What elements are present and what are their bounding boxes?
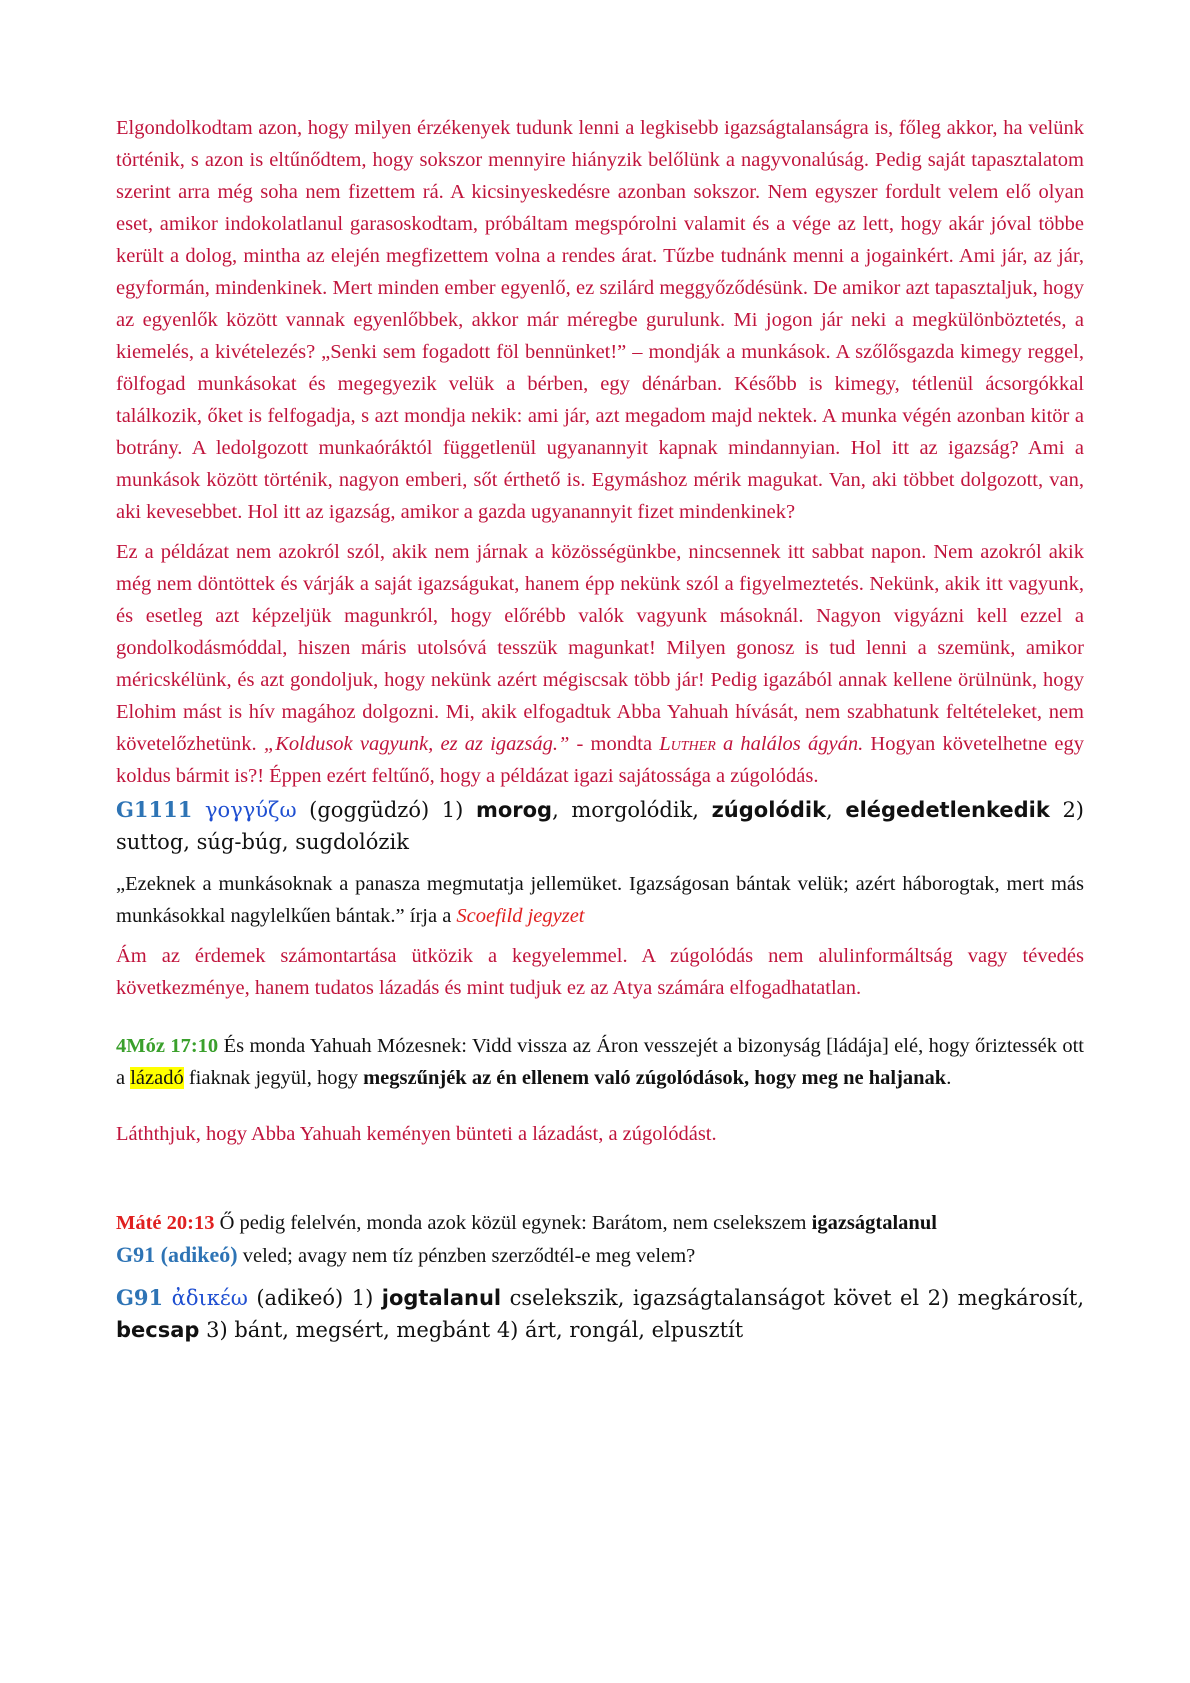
parable-text: Ez a példázat nem azokról szól, akik nem járnak a közösségünkbe, nincsennek itt sabbat napon. Nem azokról akik még nem döntöttek és várják a saját igazságukat, hanem épp nekünk szól a figyelmeztetés. Nekünk, akik itt vagyunk, és esetleg azt képzeljük magunkról, hogy előrébb valók vagyunk másoknál. Nagyon vigyázni kell ezzel a gondolkodásmóddal, hiszen máris utolsóvá tesszük magunkat! Milyen gonosz is tud lenni a szemünk, amikor méricskélünk, és azt gondoljuk, hogy nekünk azért mégiscsak több jár! Pedig igazából annak kellene örülnünk, hogy Elohim mást is hív magához dolgozni. Mi, akik elfogadtuk Abba Yahuah hívását, nem szabhatunk feltételeket, nem követelőzhetünk. (116, 541, 1084, 755)
verse-text: veled; avagy nem tíz pénzben szerződtél-e meg velem? (237, 1245, 696, 1267)
highlighted-word: lázadó (130, 1067, 184, 1089)
verse-text: fiaknak jegyül, hogy (183, 1067, 364, 1089)
document-page (116, 112, 1084, 1346)
definition-bold: zúgolódik (711, 798, 827, 822)
strongs-code: G1111 (116, 797, 193, 822)
verse-bold: igazságtalanul (811, 1212, 937, 1234)
verse-text: És monda Yahuah Mózesnek: Vidd vissza az Áron vesszejét a bizonyság [ládája] elé, hogy őriztessék ott a (116, 1035, 1084, 1089)
strongs-entry-g1111 (116, 794, 1084, 858)
verse-reference: 4Móz 17:10 (116, 1035, 219, 1057)
definition-bold: jogtalanul (381, 1286, 502, 1310)
greek-word: γογγύζω (205, 798, 297, 822)
verse-text: Ő pedig felelvén, monda azok közül egynek: Barátom, nem cselekszem (214, 1212, 812, 1234)
deathbed-text: a halálos ágyán. (715, 733, 864, 755)
strongs-entry-g91 (116, 1282, 1084, 1346)
definition-text: cselekszik, igazságtalanságot követ el 2) megkárosít, (501, 1286, 1084, 1310)
definition-text: , (826, 798, 846, 822)
paragraph-punishment: Láththjuk, hogy Abba Yahuah keményen bünteti a lázadást, a zúgolódást. (116, 1123, 717, 1145)
transliteration: (goggüdzó) 1) (296, 798, 476, 822)
verse-text: . (946, 1067, 952, 1089)
scofield-text: „Ezeknek a munkásoknak a panasza megmutatja jellemüket. Igazságosan bántak velük; azért háborogtak, mert más munkásokkal nagylelkűen bántak.” írja a (116, 873, 1084, 927)
paragraph-grace: Ám az érdemek számontartása ütközik a kegyelemmel. A zúgolódás nem alulinformáltság vagy tévedés következménye, hanem tudatos lázadás és mint tudjuk ez az Atya számára elfogadhatatlan. (116, 945, 1084, 999)
greek-word: ἀδικέω (171, 1286, 248, 1310)
definition-bold: morog (475, 798, 553, 822)
definition-text: 2) suttog, súg-búg, sugdolózik (116, 798, 1084, 854)
scofield-quote (116, 868, 1084, 932)
scofield-source: Scoefild jegyzet (456, 905, 585, 927)
luther-quote: „Koldusok vagyunk, ez az igazság.” (263, 733, 570, 755)
definition-text: , morgolódik, (552, 798, 712, 822)
paragraph-intro: Elgondolkodtam azon, hogy milyen érzékenyek tudunk lenni a legkisebb igazságtalanságra is, főleg akkor, ha velünk történik, s azon is eltűnődtem, hogy sokszor mennyire hiányzik belőlünk a nagyvonalúság. Pedig saját tapasztalatom szerint arra még soha nem fizettem rá. A kicsinyeskedésre azonban sokszor. Nem egyszer fordult velem elő olyan eset, amikor indokolatlanul garasoskodtam, próbáltam megspórolni valamit és a vége az lett, hogy akár jóval többe került a dolog, mintha az elején megfizettem volna a rendes árat. Tűzbe tudnánk menni a jogainkért. Ami jár, az jár, egyformán, mindenkinek. Mert minden ember egyenlő, ez szilárd meggyőződésünk. De amikor azt tapasztaljuk, hogy az egyenlők között vannak egyenlőbbek, akkor már méregbe gurulunk. Mi jogon jár neki a megkülönböztetés, a kiemelés, a kivételezés? „Senki sem fogadott föl bennünket!” – mondják a munkások. A szőlősgazda kimegy reggel, fölfogad munkásokat és megegyezik velük a bérben, egy dénárban. Később is kimegy, tétlenül ácsorgókkal találkozik, őket is felfogadja, s azt mondja nekik: ami jár, azt megadom majd nektek. A munka végén azonban kitör a botrány. A ledolgozott munkaóráktól függetlenül ugyanannyit kapnak mindannyian. Hol itt az igazság? Ami a munkások között történik, nagyon emberi, sőt érthető is. Egymáshoz mérik magukat. Van, aki többet dolgozott, van, aki kevesebbet. Hol itt az igazság, amikor a gazda ugyanannyit fizet mindenkinek? (116, 117, 1084, 523)
transliteration: (adikeó) 1) (247, 1286, 382, 1310)
strongs-inline-code: G91 (adikeó) (116, 1242, 238, 1267)
verse-bold: megszűnjék az én ellenem való zúgolódások, hogy meg ne haljanak (363, 1067, 947, 1089)
paragraph-parable (116, 536, 1084, 792)
verse-reference: Máté 20:13 (116, 1212, 215, 1234)
definition-bold: becsap (116, 1318, 200, 1342)
strongs-code: G91 (116, 1285, 164, 1310)
definition-text: 3) bánt, megsért, megbánt 4) árt, rongál, elpusztít (199, 1318, 744, 1342)
luther-name: Luther (659, 733, 716, 755)
quote-dash: - mondta (569, 733, 660, 755)
verse-numbers (116, 1030, 1084, 1094)
definition-bold: elégedetlenkedik (845, 798, 1050, 822)
verse-matthew (116, 1208, 1084, 1272)
parable-tail: Hogyan követelhetne egy koldus bármit is?! Éppen ezért feltűnő, hogy a példázat igazi sajátossága a zúgolódás. (116, 733, 1085, 787)
